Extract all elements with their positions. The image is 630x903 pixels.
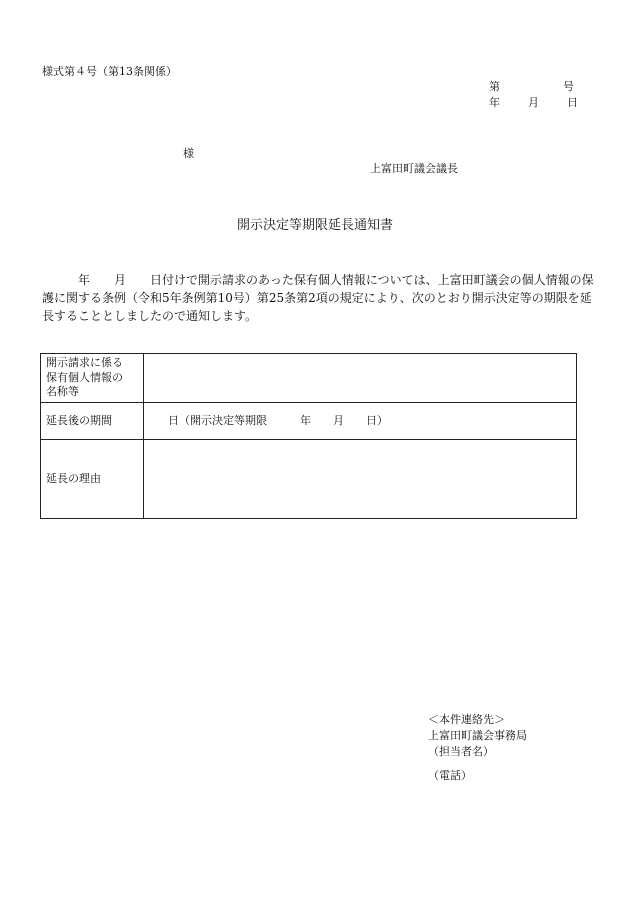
date-year-label: 年 — [489, 96, 500, 109]
requested-info-value — [144, 354, 577, 403]
form-number: 様式第４号（第13条関係） — [42, 65, 177, 78]
document-number-label: 第 — [489, 80, 500, 93]
table-row — [41, 440, 577, 519]
notice-body-line: 長することとしましたので通知します。 — [42, 309, 258, 323]
notice-body-line: 年 月 日付けで開示請求のあった保有個人情報については、上富田町議会の個人情報の保 — [42, 273, 594, 287]
sender-name: 上富田町議会議長 — [370, 162, 458, 175]
contact-block — [428, 712, 527, 784]
contact-person: （担当者名） — [428, 745, 494, 758]
date-day-label: 日 — [567, 96, 578, 109]
label-line: 開示請求に係る — [46, 355, 123, 369]
contact-heading: ＜本件連絡先＞ — [428, 713, 505, 726]
extended-period-value: 日（開示決定等期限 年 月 日） — [144, 403, 577, 440]
extension-reason-value — [144, 440, 577, 519]
document-number-suffix: 号 — [563, 80, 574, 93]
date-month-label: 月 — [528, 96, 539, 109]
extension-details-table — [40, 353, 577, 519]
label-line: 名称等 — [46, 385, 79, 399]
contact-office: 上富田町議会事務局 — [428, 729, 527, 742]
label-line: 保有個人情報の — [46, 370, 123, 384]
document-title: 開示決定等期限延長通知書 — [236, 218, 393, 233]
table-row — [41, 354, 577, 403]
row-label-extension-reason — [41, 440, 144, 519]
table-row — [41, 403, 577, 440]
label-line: 延長の理由 — [46, 471, 101, 485]
contact-phone: （電話） — [428, 769, 472, 782]
row-label-requested-info — [41, 354, 144, 403]
addressee-honorific: 様 — [183, 147, 194, 160]
label-line: 延長後の期間 — [46, 413, 112, 427]
row-label-extended-period — [41, 403, 144, 440]
notice-body — [42, 271, 594, 325]
notice-body-line: 護に関する条例（令和5年条例第10号）第25条第2項の規定により、次のとおり開示決定等の期限を延 — [42, 291, 592, 305]
